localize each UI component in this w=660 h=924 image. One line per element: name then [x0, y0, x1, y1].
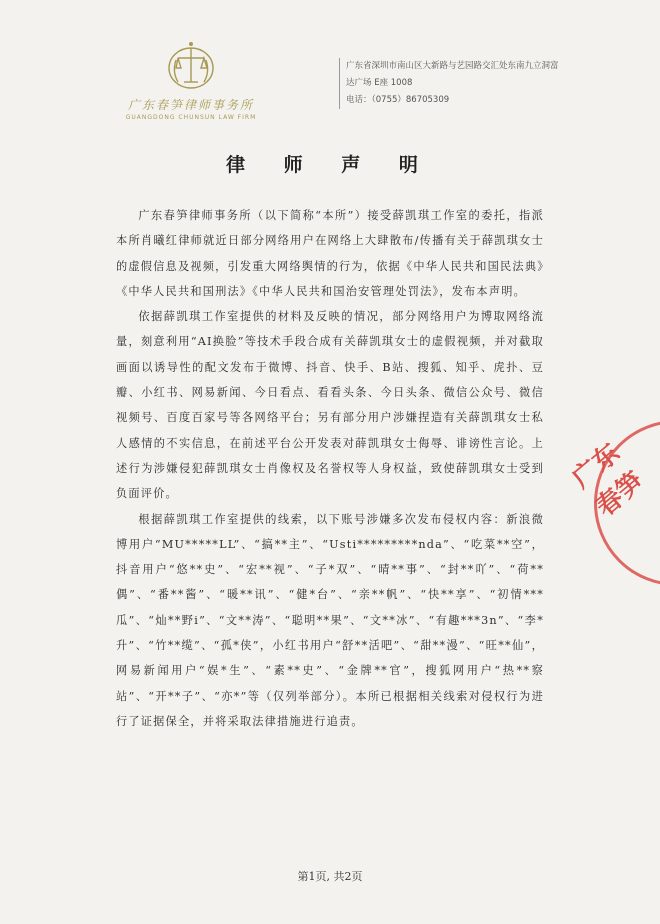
- document-title: 律 师 声 明: [226, 154, 434, 176]
- firm-logo: [112, 38, 270, 124]
- address-line-1: 广东省深圳市南山区大新路与艺园路交汇处东南九立洞富: [346, 61, 559, 71]
- paragraph-2: 依据薛凯琪工作室提供的材料及反映的情况，部分网络用户为博取网络流量，刻意利用“AI换脸”等技术手段合成有关薛凯琪女士的虚假视频，并对截取画面以诱导性的配文发布于微博、抖音、快手、B站、搜狐、知乎、虎扑、豆瓣、小红书、网易新闻、今日看点、看看头条、今日头条、微信公众号、微信视频号、百度百家号等各网络平台；另有部分用户涉嫌捏造有关薛凯琪女士私人感情的不实信息，在前述平台公开发表对薛凯琪女士侮辱、诽谤性言论。上述行为涉嫌侵犯薛凯琪女士肖像权及名誉权等人身权益，致使薛凯琪女士受到负面评价。: [116, 310, 544, 501]
- logo-name-en: GUANGDONG CHUNSUN LAW FIRM: [125, 114, 257, 121]
- phone-line: 电话：（0755）86705309: [346, 95, 450, 105]
- paragraph-3: 根据薛凯琪工作室提供的线索，以下账号涉嫌多次发布侵权内容：新浪微博用户“MU*****LL”、“搞**主”、“Usti*********nda”、“吃菜**空”，抖音用户“悠**史”、“宏**视”、“子*双”、“晴**事”、“封**吖”、“荷**偶”、“番**酱”、“暖**讯”、“健*台”、“亲**帆”、“快**享”、“初情***瓜”、“灿**野i”、“文**涛”、“聪明**果”、“文**冰”、“有趣***3n”、“李*升”、“竹**缆”、“孤*侠”，小红书用户“舒**活吧”、“甜**漫”、“旺**仙”，网易新闻用户“娱*生”、“素**史”、“金牌**官”，搜狐网用户“热**察站”、“开**子”、“亦*”等（仅列举部分）。本所已根据相关线索对侵权行为进行了证据保全，并将采取法律措施进行追责。: [116, 512, 544, 728]
- paragraph-1: 广东春笋律师事务所（以下简称“本所”）接受薛凯琪工作室的委托，指派本所肖曦红律师就近日部分网络用户在网络上大肆散布/传播有关于薛凯琪女士的虚假信息及视频，引发重大网络舆情的行为，依据《中华人民共和国民法典》《中华人民共和国刑法》《中华人民共和国治安管理处罚法》，发布本声明。: [116, 209, 544, 298]
- logo-name-cn: 广东春笋律师事务所: [127, 98, 254, 112]
- page-number: 第1页, 共2页: [297, 870, 363, 883]
- address-line-2: 达广场 E座 1008: [346, 78, 413, 88]
- letterhead-address: [339, 58, 606, 109]
- statement-body: [116, 203, 544, 734]
- scales-of-justice-icon: [164, 38, 218, 94]
- seal-text: 广东春笋: [566, 437, 650, 523]
